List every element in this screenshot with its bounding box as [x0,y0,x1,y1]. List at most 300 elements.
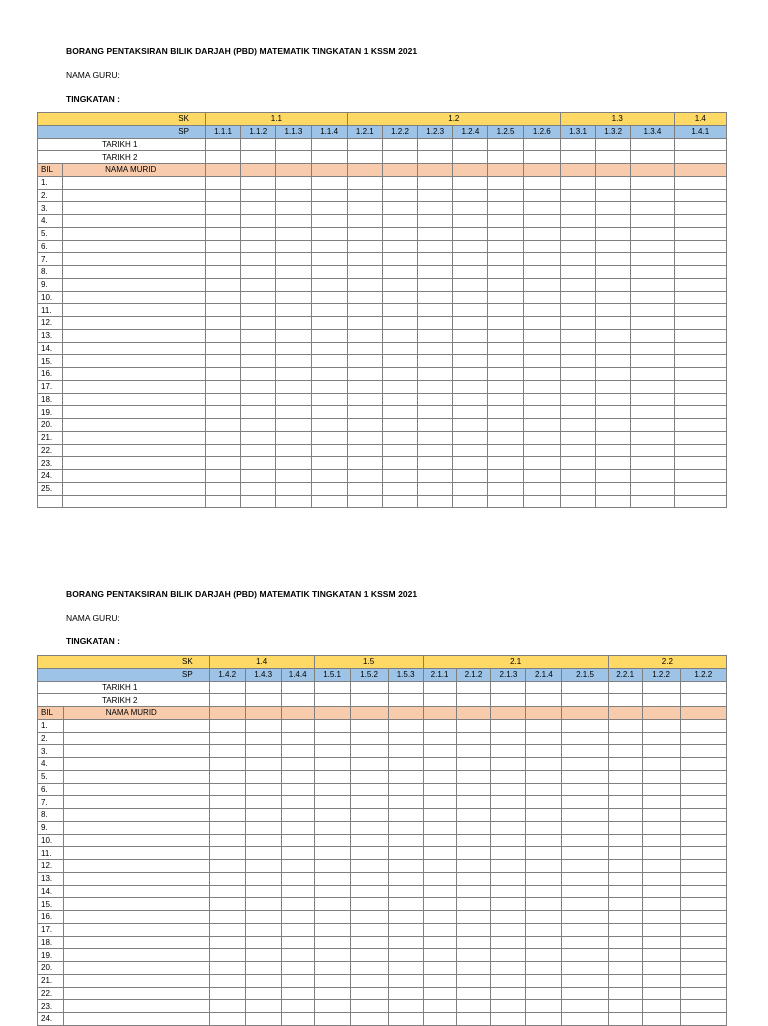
date-cell[interactable] [423,694,456,707]
score-cell[interactable] [347,176,382,189]
score-cell[interactable] [674,355,726,368]
score-cell[interactable] [680,745,726,758]
score-cell[interactable] [674,266,726,279]
score-cell[interactable] [418,431,453,444]
score-cell[interactable] [350,872,388,885]
score-cell[interactable] [642,770,680,783]
score-cell[interactable] [560,406,595,419]
score-cell[interactable] [488,278,523,291]
score-cell[interactable] [314,898,350,911]
student-name-cell[interactable] [63,482,206,495]
score-cell[interactable] [388,923,423,936]
score-cell[interactable] [680,872,726,885]
date-cell[interactable] [314,694,350,707]
date-cell[interactable] [491,694,526,707]
date-cell[interactable] [205,151,240,164]
score-cell[interactable] [311,342,347,355]
score-cell[interactable] [456,796,491,809]
score-cell[interactable] [350,936,388,949]
score-cell[interactable] [418,253,453,266]
score-cell[interactable] [488,444,523,457]
score-cell[interactable] [562,911,608,924]
date-cell[interactable] [456,681,491,694]
score-cell[interactable] [631,291,674,304]
date-cell[interactable] [281,694,314,707]
score-cell[interactable] [488,482,523,495]
score-cell[interactable] [596,227,631,240]
date-cell[interactable] [281,681,314,694]
score-cell[interactable] [596,368,631,381]
score-cell[interactable] [608,936,642,949]
score-cell[interactable] [453,419,488,432]
score-cell[interactable] [453,304,488,317]
score-cell[interactable] [423,809,456,822]
score-cell[interactable] [382,368,417,381]
date-cell[interactable] [608,681,642,694]
score-cell[interactable] [241,482,276,495]
score-cell[interactable] [488,495,523,508]
score-cell[interactable] [241,368,276,381]
score-cell[interactable] [491,796,526,809]
score-cell[interactable] [311,240,347,253]
score-cell[interactable] [350,758,388,771]
score-cell[interactable] [453,240,488,253]
date-cell[interactable] [314,681,350,694]
score-cell[interactable] [631,419,674,432]
score-cell[interactable] [350,847,388,860]
score-cell[interactable] [418,176,453,189]
score-cell[interactable] [350,860,388,873]
score-cell[interactable] [526,745,562,758]
score-cell[interactable] [488,215,523,228]
student-name-cell[interactable] [63,304,206,317]
score-cell[interactable] [205,266,240,279]
score-cell[interactable] [245,821,281,834]
score-cell[interactable] [456,911,491,924]
score-cell[interactable] [418,482,453,495]
score-cell[interactable] [523,495,560,508]
score-cell[interactable] [423,796,456,809]
score-cell[interactable] [418,470,453,483]
date-cell[interactable] [560,151,595,164]
score-cell[interactable] [680,758,726,771]
score-cell[interactable] [608,860,642,873]
score-cell[interactable] [680,1013,726,1026]
score-cell[interactable] [488,227,523,240]
score-cell[interactable] [241,266,276,279]
score-cell[interactable] [418,227,453,240]
score-cell[interactable] [350,719,388,732]
score-cell[interactable] [241,240,276,253]
score-cell[interactable] [388,732,423,745]
score-cell[interactable] [596,304,631,317]
score-cell[interactable] [674,495,726,508]
score-cell[interactable] [281,847,314,860]
score-cell[interactable] [209,834,245,847]
score-cell[interactable] [596,240,631,253]
score-cell[interactable] [388,809,423,822]
score-cell[interactable] [205,227,240,240]
date-cell[interactable] [562,681,608,694]
score-cell[interactable] [388,758,423,771]
score-cell[interactable] [526,821,562,834]
score-cell[interactable] [680,974,726,987]
score-cell[interactable] [311,202,347,215]
score-cell[interactable] [311,329,347,342]
score-cell[interactable] [674,240,726,253]
score-cell[interactable] [456,834,491,847]
score-cell[interactable] [423,719,456,732]
score-cell[interactable] [241,176,276,189]
score-cell[interactable] [674,189,726,202]
score-cell[interactable] [631,380,674,393]
score-cell[interactable] [608,1013,642,1026]
score-cell[interactable] [205,444,240,457]
score-cell[interactable] [674,342,726,355]
score-cell[interactable] [453,227,488,240]
score-cell[interactable] [523,329,560,342]
score-cell[interactable] [241,380,276,393]
score-cell[interactable] [209,809,245,822]
date-cell[interactable] [680,694,726,707]
score-cell[interactable] [596,266,631,279]
score-cell[interactable] [311,457,347,470]
score-cell[interactable] [680,796,726,809]
score-cell[interactable] [642,719,680,732]
score-cell[interactable] [488,240,523,253]
score-cell[interactable] [311,419,347,432]
score-cell[interactable] [526,783,562,796]
score-cell[interactable] [526,898,562,911]
score-cell[interactable] [523,317,560,330]
student-name-cell[interactable] [63,457,206,470]
score-cell[interactable] [608,962,642,975]
student-name-cell[interactable] [63,898,209,911]
score-cell[interactable] [642,732,680,745]
score-cell[interactable] [205,215,240,228]
score-cell[interactable] [205,457,240,470]
score-cell[interactable] [350,732,388,745]
date-cell[interactable] [642,694,680,707]
score-cell[interactable] [311,176,347,189]
score-cell[interactable] [680,885,726,898]
score-cell[interactable] [418,444,453,457]
score-cell[interactable] [423,770,456,783]
score-cell[interactable] [488,253,523,266]
score-cell[interactable] [631,482,674,495]
score-cell[interactable] [382,355,417,368]
score-cell[interactable] [245,796,281,809]
score-cell[interactable] [596,291,631,304]
score-cell[interactable] [418,457,453,470]
score-cell[interactable] [245,719,281,732]
score-cell[interactable] [347,278,382,291]
score-cell[interactable] [491,962,526,975]
score-cell[interactable] [456,885,491,898]
score-cell[interactable] [209,1000,245,1013]
score-cell[interactable] [453,176,488,189]
score-cell[interactable] [388,1000,423,1013]
student-name-cell[interactable] [63,329,206,342]
score-cell[interactable] [241,431,276,444]
score-cell[interactable] [560,444,595,457]
score-cell[interactable] [680,783,726,796]
score-cell[interactable] [314,974,350,987]
score-cell[interactable] [382,278,417,291]
score-cell[interactable] [560,317,595,330]
score-cell[interactable] [241,278,276,291]
score-cell[interactable] [205,368,240,381]
score-cell[interactable] [523,457,560,470]
score-cell[interactable] [276,215,311,228]
score-cell[interactable] [562,719,608,732]
score-cell[interactable] [347,317,382,330]
score-cell[interactable] [209,860,245,873]
score-cell[interactable] [388,770,423,783]
score-cell[interactable] [642,974,680,987]
score-cell[interactable] [276,419,311,432]
score-cell[interactable] [562,1000,608,1013]
score-cell[interactable] [314,847,350,860]
score-cell[interactable] [488,291,523,304]
score-cell[interactable] [276,176,311,189]
score-cell[interactable] [674,444,726,457]
score-cell[interactable] [491,1013,526,1026]
score-cell[interactable] [388,783,423,796]
score-cell[interactable] [488,304,523,317]
date-cell[interactable] [350,694,388,707]
score-cell[interactable] [209,1013,245,1026]
score-cell[interactable] [596,317,631,330]
score-cell[interactable] [642,923,680,936]
score-cell[interactable] [456,732,491,745]
score-cell[interactable] [523,419,560,432]
score-cell[interactable] [382,406,417,419]
score-cell[interactable] [642,745,680,758]
score-cell[interactable] [311,393,347,406]
date-cell[interactable] [674,151,726,164]
score-cell[interactable] [418,355,453,368]
score-cell[interactable] [456,923,491,936]
date-cell[interactable] [347,151,382,164]
score-cell[interactable] [526,962,562,975]
score-cell[interactable] [674,406,726,419]
score-cell[interactable] [350,974,388,987]
score-cell[interactable] [560,291,595,304]
score-cell[interactable] [245,911,281,924]
date-cell[interactable] [631,151,674,164]
score-cell[interactable] [205,317,240,330]
date-cell[interactable] [674,138,726,151]
score-cell[interactable] [241,227,276,240]
score-cell[interactable] [423,783,456,796]
score-cell[interactable] [642,1000,680,1013]
student-name-cell[interactable] [63,860,209,873]
score-cell[interactable] [241,202,276,215]
score-cell[interactable] [456,987,491,1000]
score-cell[interactable] [388,796,423,809]
score-cell[interactable] [311,253,347,266]
date-cell[interactable] [423,681,456,694]
score-cell[interactable] [382,304,417,317]
score-cell[interactable] [245,885,281,898]
score-cell[interactable] [311,227,347,240]
score-cell[interactable] [388,847,423,860]
score-cell[interactable] [491,1000,526,1013]
score-cell[interactable] [418,393,453,406]
score-cell[interactable] [453,482,488,495]
score-cell[interactable] [350,745,388,758]
student-name-cell[interactable] [63,368,206,381]
score-cell[interactable] [674,393,726,406]
score-cell[interactable] [523,393,560,406]
score-cell[interactable] [388,860,423,873]
student-name-cell[interactable] [63,291,206,304]
score-cell[interactable] [608,885,642,898]
score-cell[interactable] [488,317,523,330]
score-cell[interactable] [560,495,595,508]
score-cell[interactable] [245,962,281,975]
score-cell[interactable] [453,202,488,215]
score-cell[interactable] [311,215,347,228]
student-name-cell[interactable] [63,215,206,228]
student-name-cell[interactable] [63,444,206,457]
score-cell[interactable] [281,962,314,975]
score-cell[interactable] [523,482,560,495]
score-cell[interactable] [596,495,631,508]
score-cell[interactable] [314,834,350,847]
score-cell[interactable] [347,431,382,444]
score-cell[interactable] [382,176,417,189]
score-cell[interactable] [562,745,608,758]
score-cell[interactable] [311,266,347,279]
score-cell[interactable] [423,745,456,758]
score-cell[interactable] [560,470,595,483]
score-cell[interactable] [314,949,350,962]
score-cell[interactable] [526,860,562,873]
score-cell[interactable] [491,821,526,834]
date-cell[interactable] [347,138,382,151]
score-cell[interactable] [491,936,526,949]
score-cell[interactable] [631,342,674,355]
score-cell[interactable] [680,949,726,962]
score-cell[interactable] [382,253,417,266]
score-cell[interactable] [209,770,245,783]
score-cell[interactable] [281,936,314,949]
date-cell[interactable] [241,151,276,164]
score-cell[interactable] [608,847,642,860]
score-cell[interactable] [488,431,523,444]
score-cell[interactable] [674,278,726,291]
student-name-cell[interactable] [63,987,209,1000]
score-cell[interactable] [347,304,382,317]
score-cell[interactable] [245,949,281,962]
score-cell[interactable] [456,809,491,822]
score-cell[interactable] [209,923,245,936]
score-cell[interactable] [423,732,456,745]
date-cell[interactable] [276,138,311,151]
score-cell[interactable] [209,821,245,834]
score-cell[interactable] [205,393,240,406]
score-cell[interactable] [456,898,491,911]
score-cell[interactable] [456,936,491,949]
score-cell[interactable] [418,189,453,202]
score-cell[interactable] [418,240,453,253]
score-cell[interactable] [491,987,526,1000]
score-cell[interactable] [388,974,423,987]
score-cell[interactable] [423,987,456,1000]
score-cell[interactable] [560,431,595,444]
score-cell[interactable] [562,770,608,783]
score-cell[interactable] [382,482,417,495]
score-cell[interactable] [488,380,523,393]
score-cell[interactable] [350,911,388,924]
score-cell[interactable] [674,227,726,240]
date-cell[interactable] [680,681,726,694]
score-cell[interactable] [488,457,523,470]
date-cell[interactable] [596,151,631,164]
date-cell[interactable] [388,694,423,707]
score-cell[interactable] [674,202,726,215]
score-cell[interactable] [631,202,674,215]
student-name-cell[interactable] [63,796,209,809]
score-cell[interactable] [418,380,453,393]
score-cell[interactable] [382,444,417,457]
score-cell[interactable] [311,470,347,483]
score-cell[interactable] [491,719,526,732]
score-cell[interactable] [562,860,608,873]
score-cell[interactable] [491,758,526,771]
score-cell[interactable] [631,266,674,279]
score-cell[interactable] [562,796,608,809]
score-cell[interactable] [347,215,382,228]
score-cell[interactable] [453,278,488,291]
score-cell[interactable] [631,240,674,253]
student-name-cell[interactable] [63,949,209,962]
score-cell[interactable] [631,304,674,317]
score-cell[interactable] [674,317,726,330]
date-cell[interactable] [456,694,491,707]
student-name-cell[interactable] [63,431,206,444]
score-cell[interactable] [608,783,642,796]
score-cell[interactable] [680,847,726,860]
score-cell[interactable] [631,215,674,228]
score-cell[interactable] [276,253,311,266]
score-cell[interactable] [382,393,417,406]
score-cell[interactable] [642,783,680,796]
score-cell[interactable] [631,329,674,342]
date-cell[interactable] [311,151,347,164]
score-cell[interactable] [350,834,388,847]
score-cell[interactable] [388,911,423,924]
score-cell[interactable] [523,368,560,381]
score-cell[interactable] [205,482,240,495]
score-cell[interactable] [642,821,680,834]
date-cell[interactable] [523,138,560,151]
score-cell[interactable] [526,719,562,732]
score-cell[interactable] [523,176,560,189]
date-cell[interactable] [209,694,245,707]
score-cell[interactable] [456,949,491,962]
score-cell[interactable] [680,770,726,783]
score-cell[interactable] [209,732,245,745]
score-cell[interactable] [281,860,314,873]
score-cell[interactable] [456,1013,491,1026]
score-cell[interactable] [209,898,245,911]
score-cell[interactable] [596,278,631,291]
score-cell[interactable] [560,457,595,470]
score-cell[interactable] [526,872,562,885]
